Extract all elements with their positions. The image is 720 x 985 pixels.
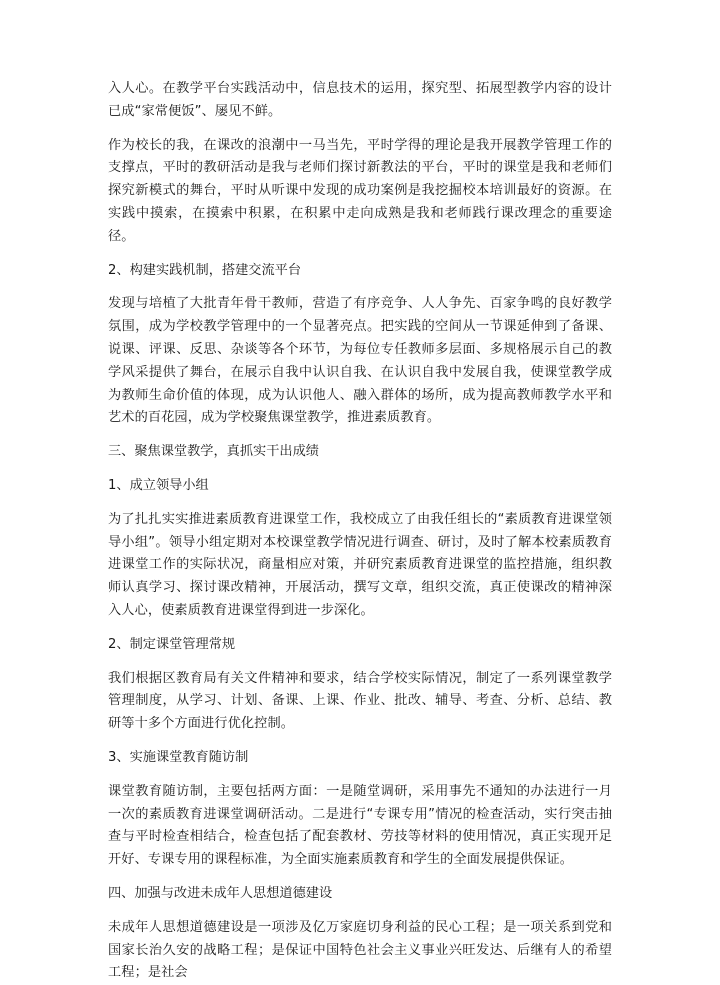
heading-management-rules: 2、制定课堂管理常规 (108, 636, 236, 652)
paragraph-intro-continued: 入人心。在教学平台实践活动中，信息技术的运用，探究型、拓展型教学内容的设计已成“家常便饭”、屡见不鲜。 (108, 81, 612, 119)
heading-leading-group: 1、成立领导小组 (108, 477, 209, 493)
heading-random-visits: 3、实施课堂教育随访制 (108, 749, 249, 765)
paragraph-gap (108, 282, 612, 293)
paragraph-gap (108, 736, 612, 747)
paragraph-gap (108, 657, 612, 668)
heading-section-four: 四、加强与改进未成年人思想道德建设 (108, 885, 333, 901)
paragraph-gap (108, 249, 612, 260)
paragraph-management-rules: 我们根据区教育局有关文件精神和要求，结合学校实际情况，制定了一系列课堂教学管理制度，从学习、计划、备课、上课、作业、批改、辅导、考查、分析、总结、教研等十多个方面进行优化控制。 (108, 670, 612, 732)
paragraph-gap (108, 872, 612, 883)
paragraph-gap (108, 498, 612, 509)
paragraph-principal-role: 作为校长的我，在课改的浪潮中一马当先，平时学得的理论是我开展教学管理工作的支撑点，平时的教研活动是我与老师们探讨新教法的平台，平时的课堂是我和老师们探究新模式的舞台，平时从听课中发现的成功案例是我挖掘校本培训最好的资源。在实践中摸索，在摸索中积累，在积累中走向成熟是我和老师践行课改理念的重要途径。 (108, 137, 612, 244)
paragraph-random-visits: 课堂教育随访制，主要包括两方面：一是随堂调研，采用事先不通知的办法进行一月一次的素质教育进课堂调研活动。二是进行“专课专用”情况的检查活动，实行突击抽查与平时检查相结合，检查包括了配套教材、劳技等材料的使用情况，真正实现开足开好、专课专用的课程标准，为全面实施素质教育和学生的全面发展提供保证。 (108, 783, 612, 868)
paragraph-gap (108, 906, 612, 917)
paragraph-gap (108, 770, 612, 781)
paragraph-mechanism: 发现与培植了大批青年骨干教师，营造了有序竞争、人人争先、百家争鸣的良好教学氛围，成为学校教学管理中的一个显著亮点。把实践的空间从一节课延伸到了备课、说课、评课、反思、杂谈等各个环节，为每位专任教师多层面、多规格展示自己的教学风采提供了舞台，在展示自我中认识自我、在认识自我中发展自我，使课堂教学成为教师生命价值的体现，成为认识他人、融入群体的场所，成为提高教师教学水平和艺术的百花园，成为学校聚焦课堂教学，推进素质教育。 (108, 296, 612, 426)
heading-section-three: 三、聚焦课堂教学，真抓实干出成绩 (108, 444, 319, 460)
paragraph-gap (108, 623, 612, 634)
paragraph-gap (108, 464, 612, 475)
paragraph-leading-group: 为了扎扎实实推进素质教育进课堂工作，我校成立了由我任组长的“素质教育进课堂领导小组”。领导小组定期对本校课堂教学情况进行调查、研讨，及时了解本校素质教育进课堂工作的实际状况，商量相应对策，并研究素质教育进课堂的监控措施，组织教师认真学习、探讨课改精神，开展活动，撰写文章，组织交流，真正使课改的精神深入人心，使素质教育进课堂得到进一步深化。 (108, 511, 612, 618)
heading-mechanism: 2、构建实践机制，搭建交流平台 (108, 262, 302, 278)
paragraph-gap (108, 430, 612, 441)
paragraph-moral-education: 未成年人思想道德建设是一项涉及亿万家庭切身利益的民心工程；是一项关系到党和国家长治久安的战略工程；是保证中国特色社会主义事业兴旺发达、后继有人的希望工程；是社会 (108, 919, 612, 981)
paragraph-gap (108, 124, 612, 135)
